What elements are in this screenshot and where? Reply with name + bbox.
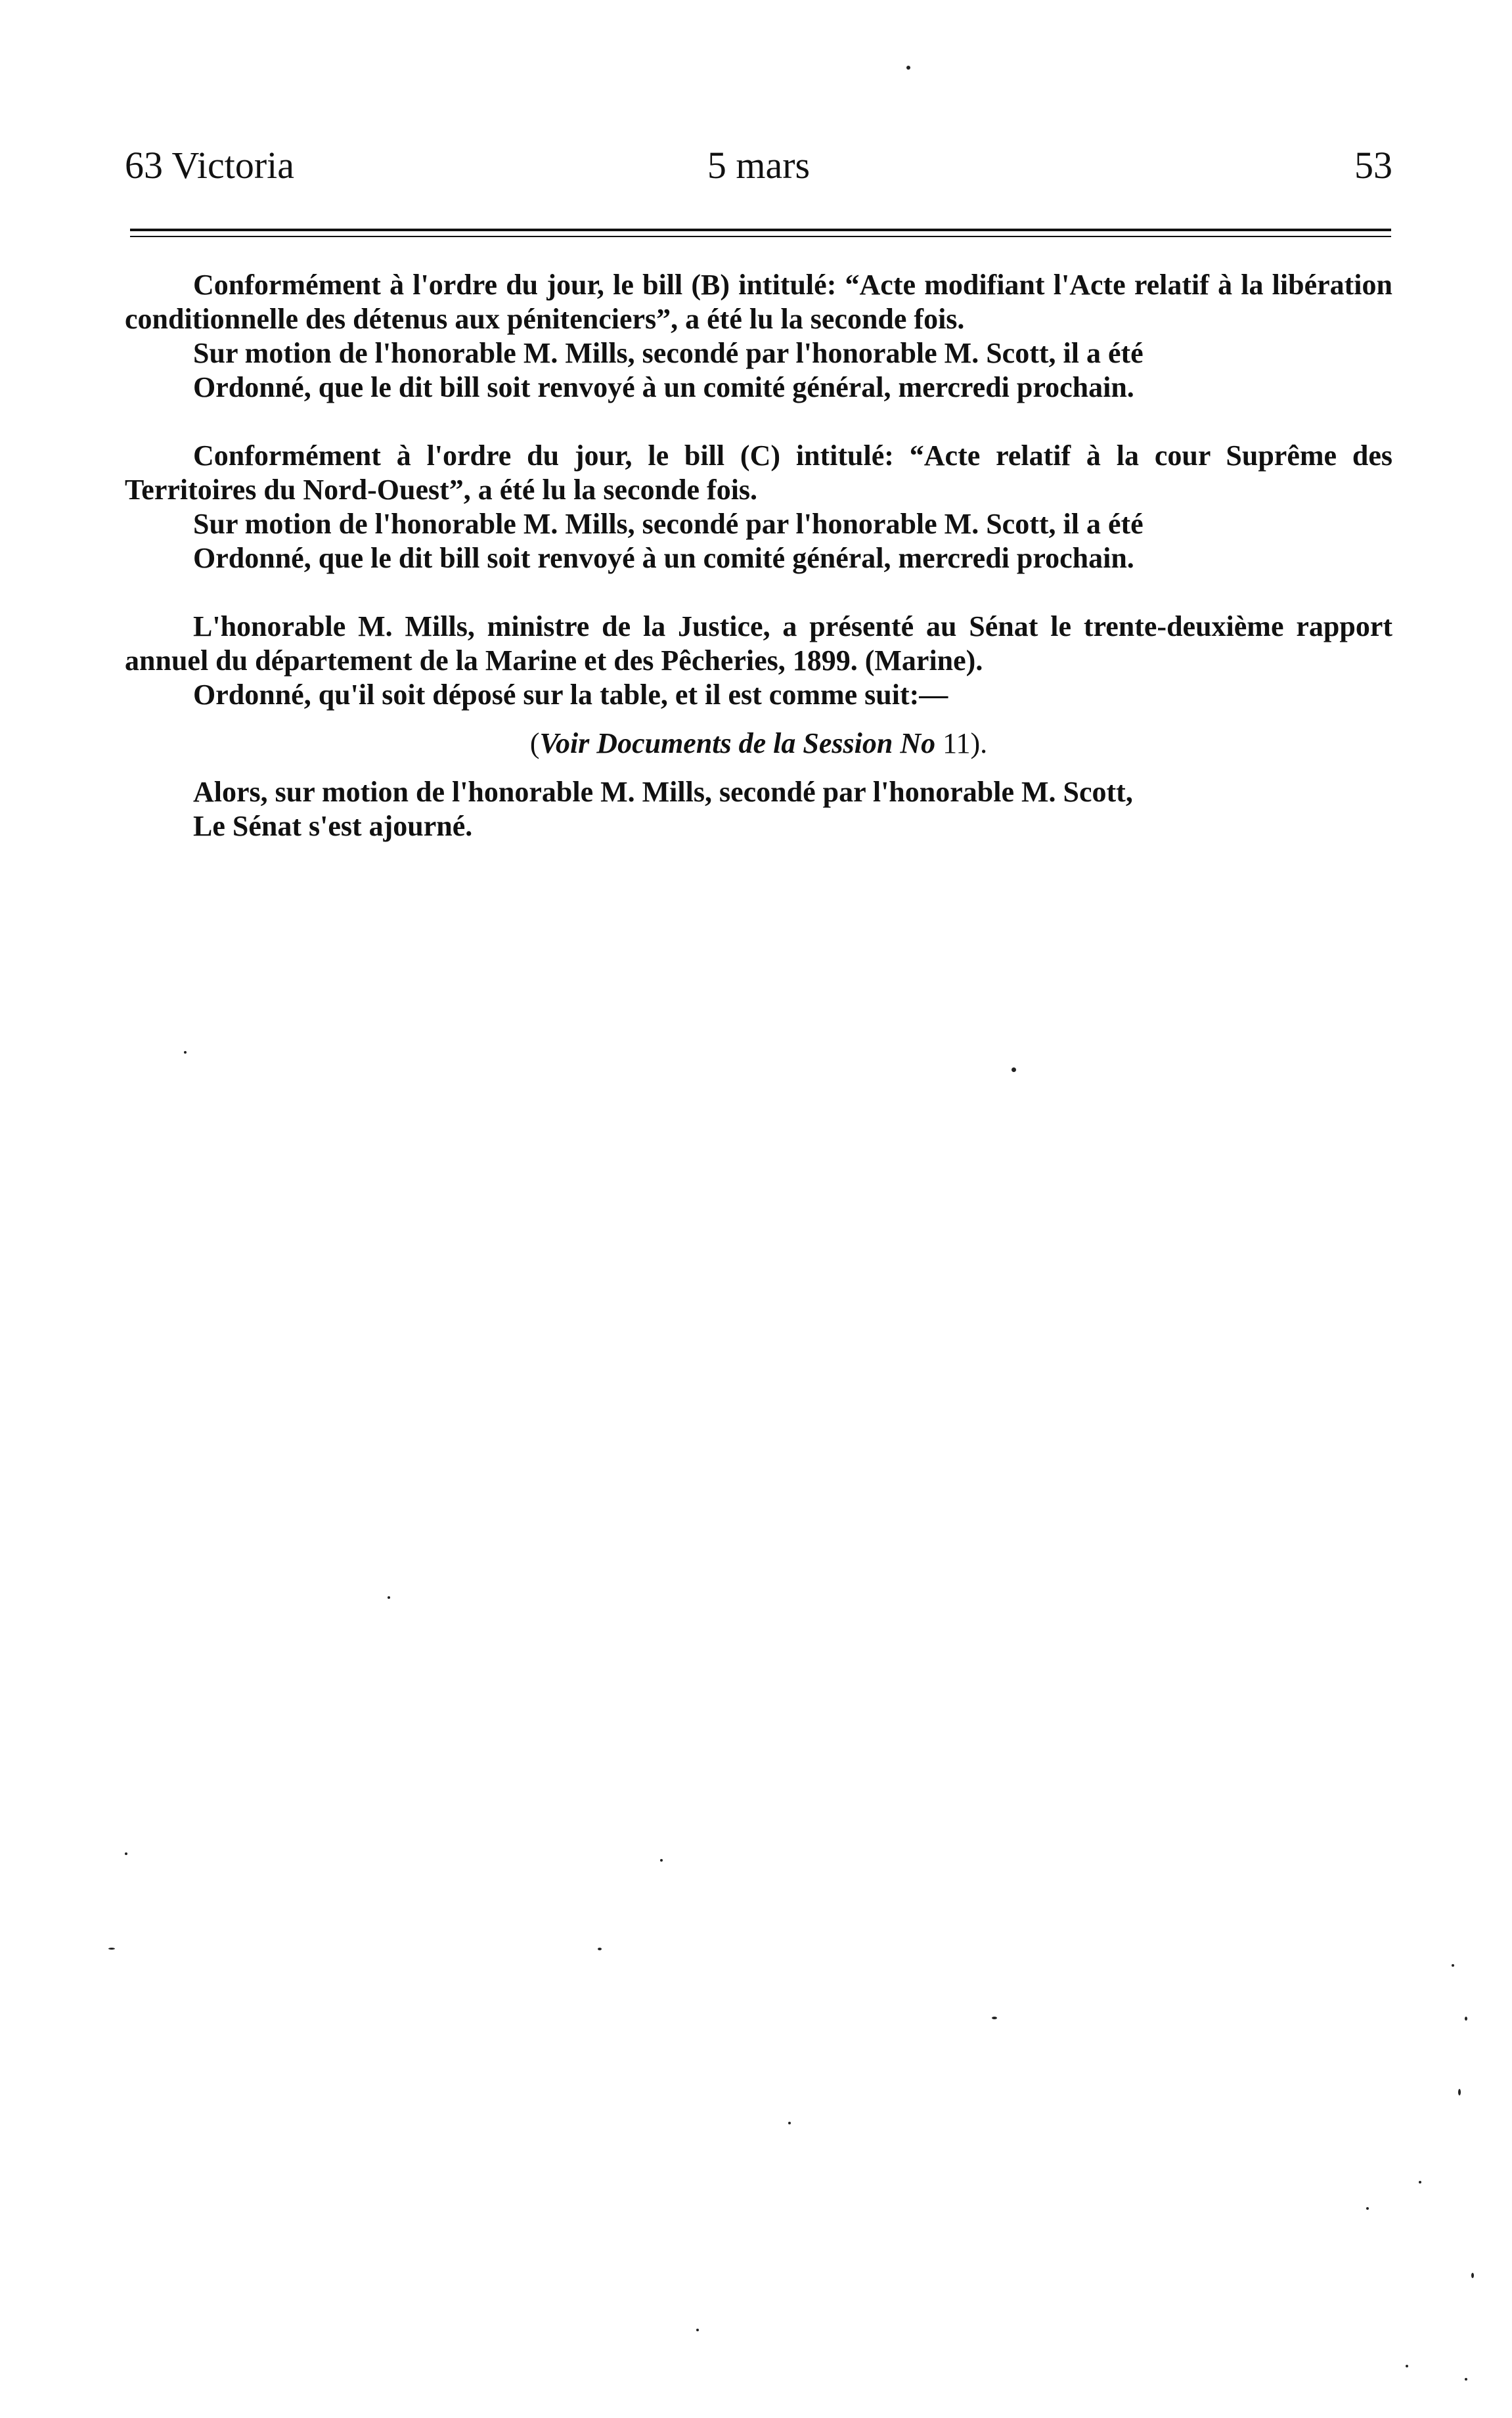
scan-speck: [1366, 2207, 1369, 2210]
paragraph-motion-2: Sur motion de l'honorable M. Mills, secondé par l'honorable M. Scott, il a été: [193, 508, 1144, 540]
page-number: 53: [1354, 144, 1392, 187]
spacer: [125, 405, 1392, 439]
journal-body: [125, 268, 1392, 843]
reference-number: 11: [943, 727, 971, 759]
scan-speck: [598, 1948, 602, 1950]
paragraph-report: L'honorable M. Mills, ministre de la Justice, a présenté au Sénat le trente-deuxième rapport annuel du département de la Marine et des Pêcheries, 1899. (Marine).: [125, 610, 1392, 677]
paragraph-motion-1: Sur motion de l'honorable M. Mills, secondé par l'honorable M. Scott, il a été: [193, 337, 1144, 369]
header-date: 5 mars: [707, 144, 811, 187]
scan-speck: [1465, 2378, 1467, 2381]
scan-speck: [1419, 2181, 1421, 2183]
scan-speck: [696, 2329, 699, 2331]
scan-speck: [1458, 2089, 1461, 2095]
reference-italic: Voir Documents de la Session No: [539, 727, 936, 759]
paragraph-adjournment-motion: Alors, sur motion de l'honorable M. Mills, secondé par l'honorable M. Scott,: [193, 776, 1133, 808]
scan-speck: [906, 66, 910, 70]
scan-speck: [660, 1859, 663, 1862]
scan-speck: [1471, 2273, 1474, 2278]
header-rule-thin: [130, 236, 1391, 237]
paragraph-bill-c: Conformément à l'ordre du jour, le bill (C) intitulé: “Acte relatif à la cour Suprême des Territoires du Nord-Ouest”, a été lu la seconde fois.: [125, 439, 1392, 506]
paragraph-adjourned: Le Sénat s'est ajourné.: [193, 810, 473, 842]
scan-speck: [388, 1596, 390, 1599]
header-session: 63 Victoria: [125, 144, 294, 187]
scan-speck: [1465, 2017, 1467, 2021]
paragraph-order-2: Ordonné, que le dit bill soit renvoyé à un comité général, mercredi prochain.: [193, 542, 1134, 574]
scan-speck: [184, 1051, 187, 1054]
scan-speck: [992, 2017, 997, 2019]
spacer: [125, 575, 1392, 610]
paragraph-order-3: Ordonné, qu'il soit déposé sur la table, et il est comme suit:—: [193, 679, 948, 711]
paragraph-order-1: Ordonné, que le dit bill soit renvoyé à un comité général, mercredi prochain.: [193, 371, 1134, 403]
scan-speck: [1452, 1964, 1454, 1967]
scan-speck: [1406, 2365, 1408, 2367]
page-header: [125, 139, 1392, 192]
paragraph-bill-b: Conformément à l'ordre du jour, le bill (B) intitulé: “Acte modifiant l'Acte relatif à la libération conditionnelle des détenus aux pénitenciers”, a été lu la seconde fois.: [125, 269, 1392, 335]
scan-speck: [788, 2122, 791, 2124]
scan-speck: [1012, 1067, 1016, 1072]
scan-speck: [108, 1948, 115, 1950]
header-rule-thick: [130, 229, 1391, 231]
session-document-reference: (Voir Documents de la Session No 11).: [529, 727, 988, 759]
scan-speck: [125, 1852, 127, 1855]
